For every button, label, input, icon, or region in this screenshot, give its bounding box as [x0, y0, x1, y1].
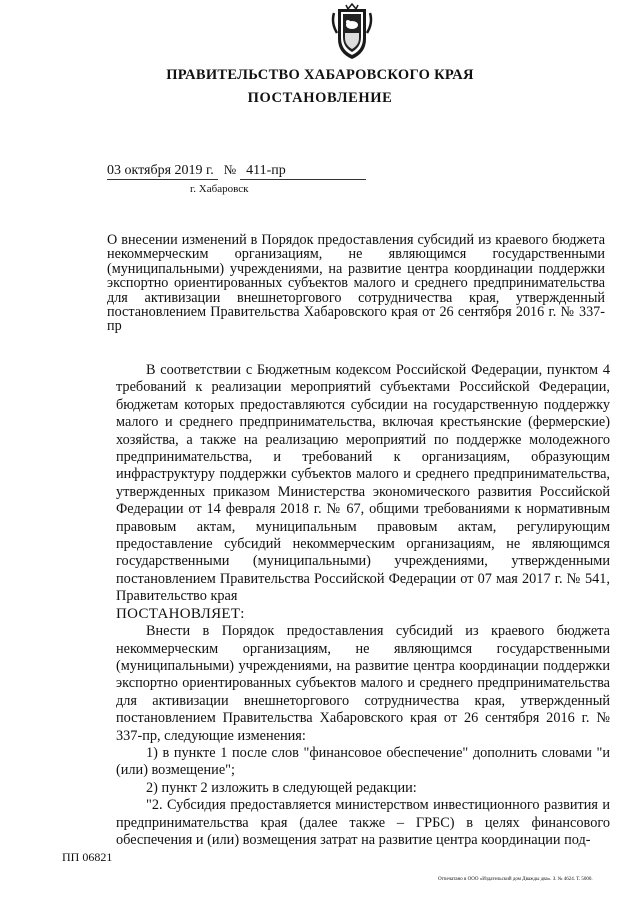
document-code: ПП 06821	[62, 850, 113, 864]
document-body	[116, 362, 610, 849]
number-sign: №	[223, 162, 237, 177]
government-title: ПРАВИТЕЛЬСТВО ХАБАРОВСКОГО КРАЯ	[166, 67, 474, 83]
amendment-paragraph: Внести в Порядок предоставления субсидий из краевого бюджета некоммерческим организациям, не являющимся государственными (муниципальными) учреждениями, на развитие центра координации поддержки экспортно ориентированных субъектов малого и среднего предпринимательства для активизации внешнеторгового сотрудничества края, утвержденный постановлением Правительства Хабаровского края от 26 сентября 2016 г. № 337-пр, следующие изменения:	[116, 623, 610, 744]
printer-imprint: Отпечатано в ООО «Издательский дом Дважды два». З. № 4624. Т. 5000.	[438, 877, 593, 882]
document-city: г. Хабаровск	[190, 183, 249, 195]
amendment-item-2: 2) пункт 2 изложить в следующей редакции:	[146, 779, 417, 796]
document-number: 411-пр	[240, 163, 366, 180]
document-subject: О внесении изменений в Порядок предоставления субсидий из краевого бюджета некоммерческим организациям, не являющимся государственными (муниципальными) учреждениями, на развитие центра координации поддержки экспортно ориентированных субъектов малого и среднего предпринимательства для активизации внешнеторгового сотрудничества края, утвержденный постановлением Правительства Хабаровского края от 26 сентября 2016 г. № 337-пр	[107, 232, 605, 335]
document-date: 03 октября 2019 г.	[107, 163, 218, 180]
quoted-new-text: "2. Субсидия предоставляется министерством инвестиционного развития и предпринимательства края (далее также – ГРБС) в целях финансового обеспечения и (или) возмещения затрат на развитие центра координации под-	[116, 797, 610, 848]
coat-of-arms-emblem	[329, 3, 375, 61]
amendment-item-1: 1) в пункте 1 после слов "финансовое обеспечение" дополнить словами "и (или) возмещение";	[116, 744, 610, 779]
document-date-number-row	[107, 162, 366, 180]
preamble-paragraph: В соответствии с Бюджетным кодексом Российской Федерации, пунктом 4 требований к реализации мероприятий субъектами Российской Федерации, бюджетам которых предоставляются субсидии на государственную поддержку малого и среднего предпринимательства, включая крестьянские (фермерские) хозяйства, а также на реализацию мероприятий по поддержке молодежного предпринимательства, и требований к организациям, образующим инфраструктуру поддержки субъектов малого и среднего предпринимательства, утвержденных приказом Министерства экономического развития Российской Федерации от 14 февраля 2018 г. № 67, общими требованиями к нормативным правовым актам, муниципальным правовым актам, регулирующим предоставление субсидий некоммерческим организациям, не являющимся государственными (муниципальными) учреждениями, утвержденными постановлением Правительства Российской Федерации от 07 мая 2017 г. № 541, Правительство края	[116, 362, 610, 605]
document-type-title: ПОСТАНОВЛЕНИЕ	[247, 90, 393, 106]
resolves-heading: ПОСТАНОВЛЯЕТ:	[116, 605, 245, 622]
